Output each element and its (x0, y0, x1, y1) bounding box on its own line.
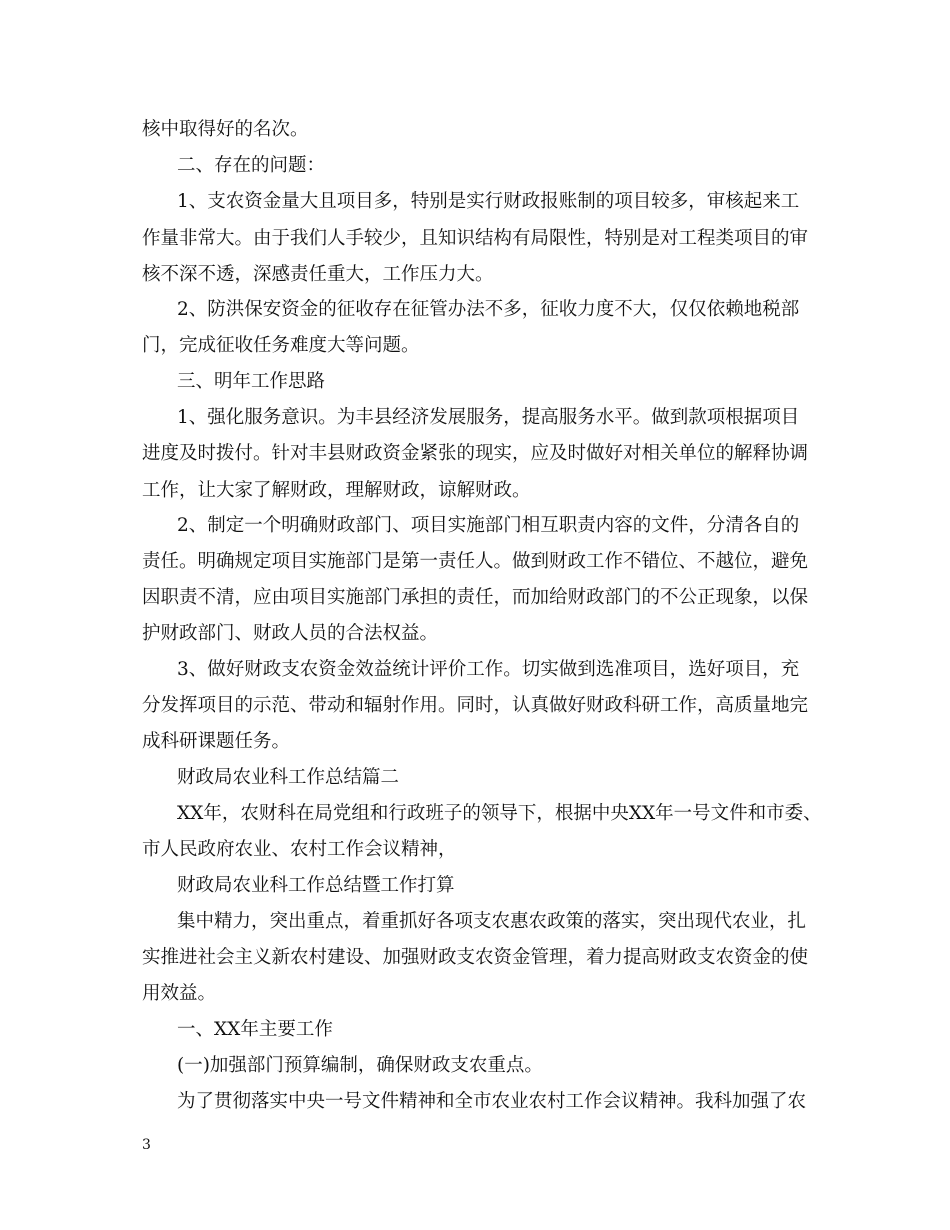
text-line-28: 为了贯彻落实中央一号文件精神和全市农业农村工作会议精神。我科加强了农 (177, 1091, 807, 1112)
text-line-4: 作量非常大。由于我们人手较少，且知识结构有局限性，特别是对工程类项目的审 (142, 228, 809, 249)
text-line-17: 分发挥项目的示范、带动和辐射作用。同时，认真做好财政科研工作，高质量地完 (142, 695, 809, 716)
text-line-20: XX年，农财科在局党组和行政班子的领导下，根据中央XX年一号文件和市委、 (177, 803, 822, 824)
text-line-11: 工作，让大家了解财政，理解财政，谅解财政。 (142, 480, 531, 501)
text-line-1: 核中取得好的名次。 (142, 119, 309, 140)
text-line-24: 实推进社会主义新农村建设、加强财政支农资金管理，着力提高财政支农资金的使 (142, 947, 809, 968)
section-heading-main-work: 一、XX年主要工作 (177, 1019, 333, 1040)
text-line-25: 用效益。 (142, 983, 217, 1004)
text-line-3: 1、支农资金量大且项目多，特别是实行财政报账制的项目较多，审核起来工 (177, 191, 800, 212)
article-title: 财政局农业科工作总结篇二 (177, 767, 400, 788)
text-line-15: 护财政部门、财政人员的合法权益。 (142, 623, 439, 644)
text-line-5: 核不深不透，深感责任重大，工作压力大。 (142, 264, 494, 285)
text-line-10: 进度及时拨付。针对丰县财政资金紧张的现实，应及时做好对相关单位的解释协调 (142, 443, 809, 464)
text-line-23: 集中精力，突出重点，着重抓好各项支农惠农政策的落实，突出现代农业，扎 (177, 911, 807, 932)
page-number: 3 (142, 1137, 151, 1153)
section-heading-next-year: 三、明年工作思路 (177, 371, 326, 392)
subsection-heading-budget: (一)加强部门预算编制，确保财政支农重点。 (177, 1055, 543, 1076)
text-line-18: 成科研课题任务。 (142, 731, 291, 752)
section-heading-problems: 二、存在的问题： (177, 155, 326, 176)
text-line-9: 1、强化服务意识。为丰县经济发展服务，提高服务水平。做到款项根据项目 (177, 407, 800, 428)
subtitle-line: 财政局农业科工作总结暨工作打算 (177, 875, 455, 896)
text-line-16: 3、做好财政支农资金效益统计评价工作。切实做到选准项目，选好项目，充 (177, 659, 800, 680)
text-line-12: 2、制定一个明确财政部门、项目实施部门相互职责内容的文件，分清各自的 (177, 515, 800, 536)
text-line-13: 责任。明确规定项目实施部门是第一责任人。做到财政工作不错位、不越位，避免 (142, 551, 809, 572)
text-line-21: 市人民政府农业、农村工作会议精神， (142, 839, 457, 860)
text-line-7: 门，完成征收任务难度大等问题。 (142, 335, 420, 356)
text-line-6: 2、防洪保安资金的征收存在征管办法不多，征收力度不大，仅仅依赖地税部 (177, 299, 800, 320)
text-line-14: 因职责不清，应由项目实施部门承担的责任，而加给财政部门的不公正现象，以保 (142, 587, 809, 608)
